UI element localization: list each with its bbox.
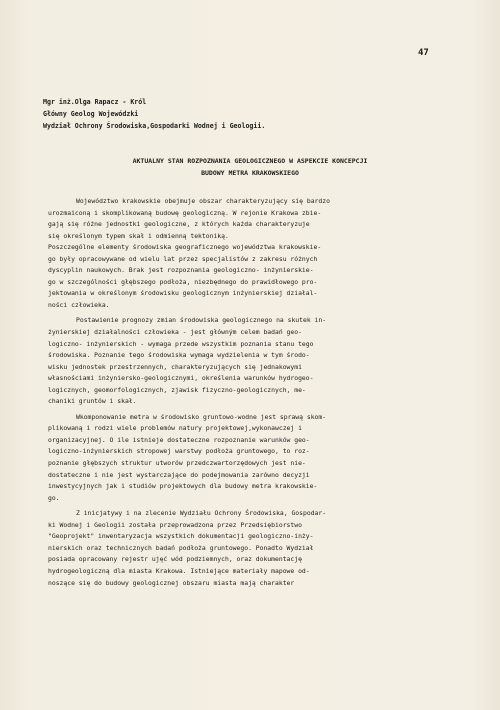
- body-text: [48, 196, 444, 589]
- text-line: noszące się do budowy geologicznej obszaru miasta mają charakter: [48, 578, 295, 587]
- title-line-1: AKTUALNY STAN ROZPOZNANIA GEOLOGICZNEGO W ASPEKCIE KONCEPCJI: [132, 157, 368, 165]
- text-line: się określonym typem skał i odmienną tektoniką.: [48, 231, 229, 240]
- author-block: [43, 96, 265, 133]
- text-line: ności człowieka.: [48, 300, 110, 309]
- text-line: inwestycyjnych jak i studiów projektowych dla budowy metra krakowskie-: [48, 482, 318, 491]
- text-line: Postawienie prognozy zmian środowiska geologicznego na skutek in-: [76, 316, 327, 325]
- text-line: Województwo krakowskie obejmuje obszar charakteryzujący się bardzo: [76, 197, 330, 205]
- text-line: żynierskiej działalności człowieka - jest główným celem badań geo-: [48, 328, 302, 337]
- text-line: dostateczne i nie jest wystarczające do podejmowania zarówno decyzji: [48, 470, 310, 479]
- text-line: własnościami inżyniersko-geologicznymi, określenia warunków hydrogeo-: [48, 374, 314, 383]
- page-number: 47: [418, 48, 429, 58]
- text-line: ki Wodnej i Geologii została przeprowadzona przez Przedsiębiorstwo: [48, 520, 302, 529]
- text-line: chaniki gruntów i skał.: [48, 397, 137, 406]
- text-line: Poszczególne elementy środowiska geograficznego województwa krakowskie-: [48, 243, 322, 252]
- document-title: [40, 156, 460, 179]
- author-department: Wydział Ochrony Środowiska,Gospodarki Wodnej i Geologii.: [43, 122, 266, 131]
- text-line: plikowaną i rodzi wiele problemów natury projektowej,wykonawczej i: [48, 424, 302, 433]
- title-line-2: BUDOWY METRA KRAKOWSKIEGO: [201, 168, 299, 177]
- text-line: logicznych, geomorfologicznych, zjawisk fizyczno-geologicznych, me-: [48, 385, 306, 394]
- author-name: Mgr inż.Olga Rapacz - Król: [43, 98, 147, 106]
- author-position: Główny Geolog Wojewódzki: [43, 110, 139, 119]
- text-line: hydrogeologiczną dla miasta Krakowa. Istniejące materiały mapowe od-: [48, 566, 310, 575]
- text-line: logiczno- inżynierskich - wymaga przede wszystkim poznania stanu tego: [48, 339, 314, 348]
- text-line: gają się różne jednostki geologiczne, z których każda charakteryzuje: [48, 220, 310, 229]
- text-line: poznanie głębszych struktur utworów przedczwartorzędowych jest nie-: [48, 459, 306, 468]
- text-line: go.: [48, 493, 60, 502]
- paragraph: [48, 508, 444, 589]
- text-line: logiczno-inżynierskich stropowej warstwy podłoża gruntowego, to roz-: [48, 447, 310, 456]
- paragraph: [48, 196, 444, 311]
- text-line: Z inicjatywy i na zlecenie Wydziału Ochrony Środowiska, Gospodar-: [76, 509, 327, 518]
- text-line: "Geoprojekt" inwentaryzacja wszystkich dokumentacji geologiczno-inży-: [48, 532, 314, 541]
- text-line: środowiska. Poznanie tego środowiska wymaga wydzielenia w tym środo-: [48, 351, 310, 360]
- text-line: wisku jednostek przestrzennych, charakteryzujących się jednakowymi: [48, 362, 302, 371]
- paragraph: [48, 315, 444, 407]
- text-line: dyscyplin naukowych. Brak jest rozpoznania geologiczno- inżynierskie-: [48, 266, 314, 275]
- text-line: Wkomponowanie metra w środowisko gruntowo-wodne jest sprawą skom-: [76, 412, 327, 421]
- text-line: go były opracowywane od wielu lat przez specjalistów z zakresu różnych: [48, 254, 318, 263]
- text-line: go w szczególności głębszego podłoża, niezbędnego do prawidłowego pro-: [48, 277, 318, 286]
- text-line: urozmaiconą i skomplikowaną budowę geologiczną. W rejonie Krakowa zbie-: [48, 208, 322, 217]
- text-line: organizacyjnej. O ile istnieje dostateczne rozpoznanie warunków geo-: [48, 435, 310, 444]
- paragraph: [48, 412, 444, 504]
- text-line: nierskich oraz technicznych badań podłoża gruntowego. Ponadto Wydział: [48, 543, 314, 552]
- text-line: posiada opracowany rejestr ujęć wód podziemnych, oraz dokumentację: [48, 555, 302, 564]
- text-line: jektowania w określonym środowisku geologicznym inżynierskiej działal-: [48, 289, 318, 298]
